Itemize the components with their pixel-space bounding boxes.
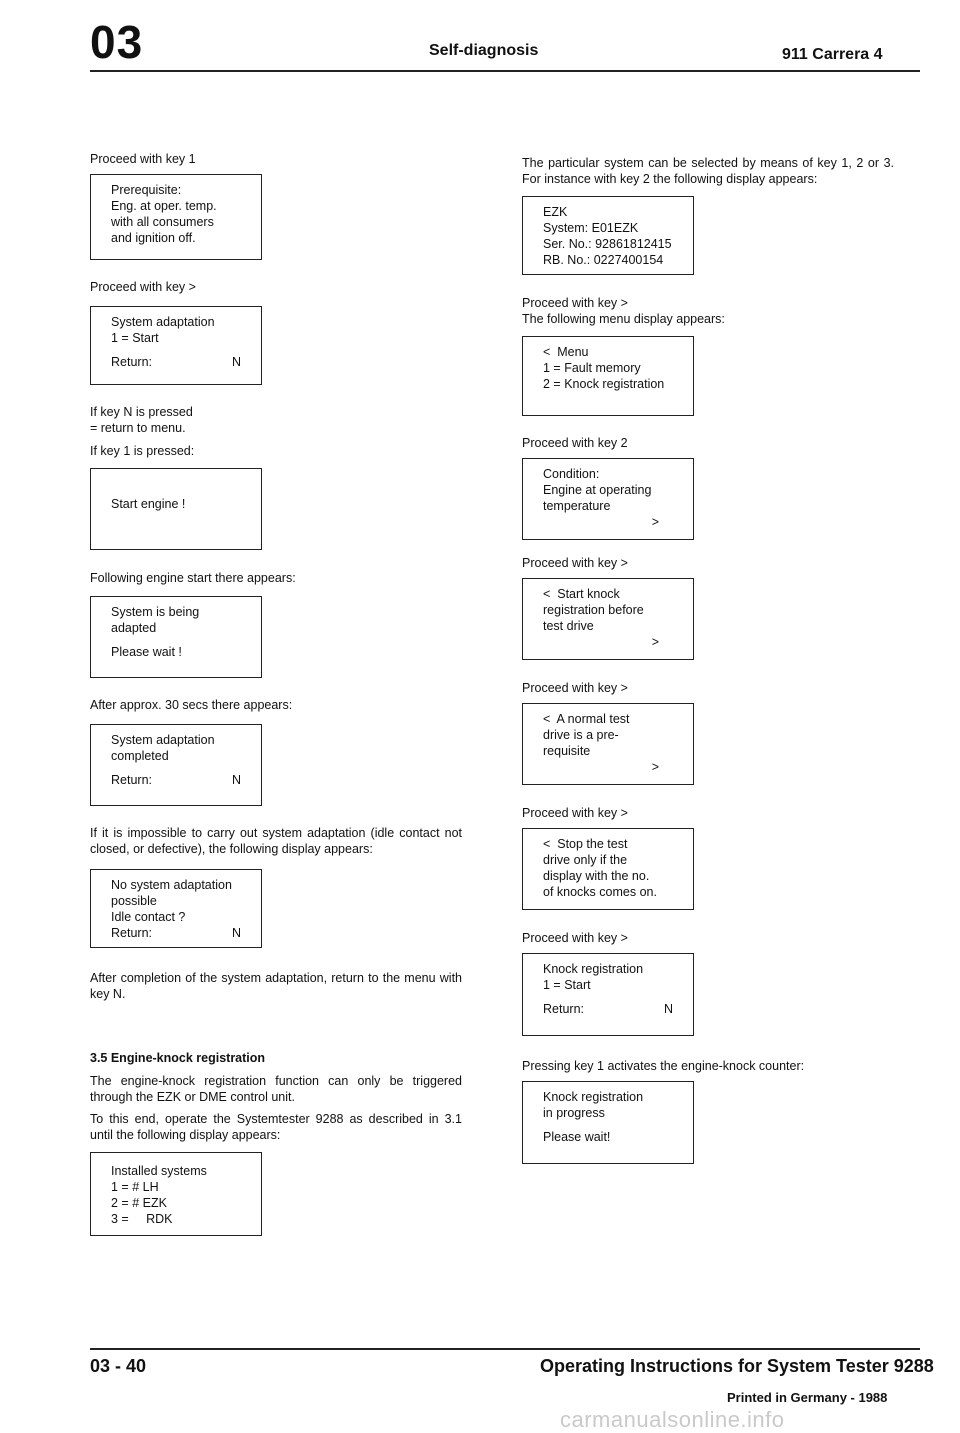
display-line: 1 = Fault memory bbox=[543, 361, 641, 375]
right-text-2b: The following menu display appears: bbox=[522, 312, 725, 326]
display-line: 1 = # LH bbox=[111, 1180, 159, 1194]
display-line: temperature bbox=[543, 499, 611, 513]
right-text-7: Proceed with key > bbox=[522, 931, 628, 945]
display-line: Please wait! bbox=[543, 1130, 611, 1144]
display-box-normal-test bbox=[522, 703, 694, 785]
right-text-6: Proceed with key > bbox=[522, 806, 628, 820]
display-line: of knocks comes on. bbox=[543, 885, 657, 899]
page-title: Self-diagnosis bbox=[429, 42, 539, 59]
display-line: registration before bbox=[543, 603, 644, 617]
next-arrow: > bbox=[651, 515, 659, 529]
display-line: 2 = Knock registration bbox=[543, 377, 665, 391]
display-line: Start engine ! bbox=[111, 497, 186, 511]
display-line: adapted bbox=[111, 621, 157, 635]
right-text-4: Proceed with key > bbox=[522, 556, 628, 570]
display-line: Knock registration bbox=[543, 1090, 644, 1104]
section-heading: 3.5 Engine-knock registration bbox=[90, 1051, 266, 1065]
display-line: < Stop the test bbox=[543, 837, 628, 851]
display-box-ezk bbox=[522, 196, 694, 275]
display-line: Engine at operating bbox=[543, 483, 652, 497]
display-line: Condition: bbox=[543, 467, 600, 481]
display-line: possible bbox=[111, 894, 157, 908]
display-line: < A normal test bbox=[543, 712, 630, 726]
display-line: Installed systems bbox=[111, 1164, 207, 1178]
display-line: < Start knock bbox=[543, 587, 620, 601]
return-label: Return: bbox=[543, 1002, 584, 1016]
display-line: in progress bbox=[543, 1106, 605, 1120]
display-line: Knock registration bbox=[543, 962, 644, 976]
display-line: test drive bbox=[543, 619, 594, 633]
left-text-8: After completion of the system adaptation, return to the menu with key N. bbox=[90, 971, 462, 1001]
display-line: No system adaptation bbox=[111, 878, 232, 892]
display-box-start-engine bbox=[90, 468, 262, 550]
model-name: 911 Carrera 4 bbox=[782, 46, 883, 63]
return-key: N bbox=[231, 926, 241, 940]
display-line: 2 = # EZK bbox=[111, 1196, 167, 1210]
display-box-installed-systems bbox=[90, 1152, 262, 1236]
display-line: System adaptation bbox=[111, 733, 215, 747]
display-box-adapting bbox=[90, 596, 262, 678]
left-text-3b: = return to menu. bbox=[90, 421, 186, 435]
display-box-stop-test bbox=[522, 828, 694, 910]
display-box-menu bbox=[522, 336, 694, 416]
left-text-6: After approx. 30 secs there appears: bbox=[90, 698, 293, 712]
next-arrow: > bbox=[651, 635, 659, 649]
display-box-no-adaptation bbox=[90, 869, 262, 948]
display-box-knock-registration bbox=[522, 953, 694, 1036]
return-key: N bbox=[663, 1002, 673, 1016]
display-line: Idle contact ? bbox=[111, 910, 186, 924]
display-box-prerequisite bbox=[90, 174, 262, 260]
next-arrow: > bbox=[651, 760, 659, 774]
display-line: EZK bbox=[543, 205, 568, 219]
display-line: 1 = Start bbox=[543, 978, 591, 992]
left-text-7: If it is impossible to carry out system adaptation (idle contact not closed, or defective), the following display appears: bbox=[90, 826, 462, 856]
right-text-8: Pressing key 1 activates the engine-knock counter: bbox=[522, 1059, 805, 1073]
printed-note: Printed in Germany - 1988 bbox=[727, 1390, 888, 1405]
display-line: display with the no. bbox=[543, 869, 650, 883]
display-line: System: E01EZK bbox=[543, 221, 639, 235]
left-text-10: To this end, operate the Systemtester 9288 as described in 3.1 until the following display appears: bbox=[90, 1112, 462, 1142]
display-box-adaptation-completed bbox=[90, 724, 262, 806]
display-line: 3 = RDK bbox=[111, 1212, 173, 1226]
display-box-start-knock bbox=[522, 578, 694, 660]
display-line: < Menu bbox=[543, 345, 589, 359]
display-box-knock-in-progress bbox=[522, 1081, 694, 1164]
display-line: with all consumers bbox=[111, 215, 214, 229]
display-box-condition bbox=[522, 458, 694, 540]
right-text-2a: Proceed with key > bbox=[522, 296, 628, 310]
display-line: 1 = Start bbox=[111, 331, 159, 345]
header-rule bbox=[90, 70, 920, 72]
left-text-4: If key 1 is pressed: bbox=[90, 444, 195, 458]
return-label: Return: bbox=[111, 355, 152, 369]
right-text-1: The particular system can be selected by means of key 1, 2 or 3. For instance with key 2 the following display appears: bbox=[522, 156, 894, 186]
left-text-1: Proceed with key 1 bbox=[90, 152, 196, 166]
right-text-5: Proceed with key > bbox=[522, 681, 628, 695]
display-line: Ser. No.: 92861812415 bbox=[543, 237, 672, 251]
return-label: Return: bbox=[111, 773, 152, 787]
display-line: and ignition off. bbox=[111, 231, 196, 245]
display-line: requisite bbox=[543, 744, 591, 758]
footer-rule bbox=[90, 1348, 920, 1350]
watermark: carmanualsonline.info bbox=[560, 1407, 785, 1432]
footer-title: Operating Instructions for System Tester 9288 bbox=[540, 1356, 934, 1376]
left-text-9: The engine-knock registration function can only be triggered through the EZK or DME control unit. bbox=[90, 1074, 462, 1104]
display-line: drive is a pre- bbox=[543, 728, 619, 742]
display-line: Eng. at oper. temp. bbox=[111, 199, 217, 213]
display-line: Prerequisite: bbox=[111, 183, 182, 197]
display-line: System adaptation bbox=[111, 315, 215, 329]
display-line: System is being bbox=[111, 605, 200, 619]
display-line: drive only if the bbox=[543, 853, 628, 867]
display-line: RB. No.: 0227400154 bbox=[543, 253, 664, 267]
return-key: N bbox=[231, 773, 241, 787]
chapter-number: 03 bbox=[90, 16, 144, 68]
left-text-5: Following engine start there appears: bbox=[90, 571, 296, 585]
display-box-system-adaptation bbox=[90, 306, 262, 385]
return-label: Return: bbox=[111, 926, 152, 940]
page-number: 03 - 40 bbox=[90, 1356, 147, 1376]
display-line: completed bbox=[111, 749, 169, 763]
return-key: N bbox=[231, 355, 241, 369]
display-line: Please wait ! bbox=[111, 645, 182, 659]
left-text-3a: If key N is pressed bbox=[90, 405, 193, 419]
left-text-2: Proceed with key > bbox=[90, 280, 196, 294]
right-text-3: Proceed with key 2 bbox=[522, 436, 628, 450]
